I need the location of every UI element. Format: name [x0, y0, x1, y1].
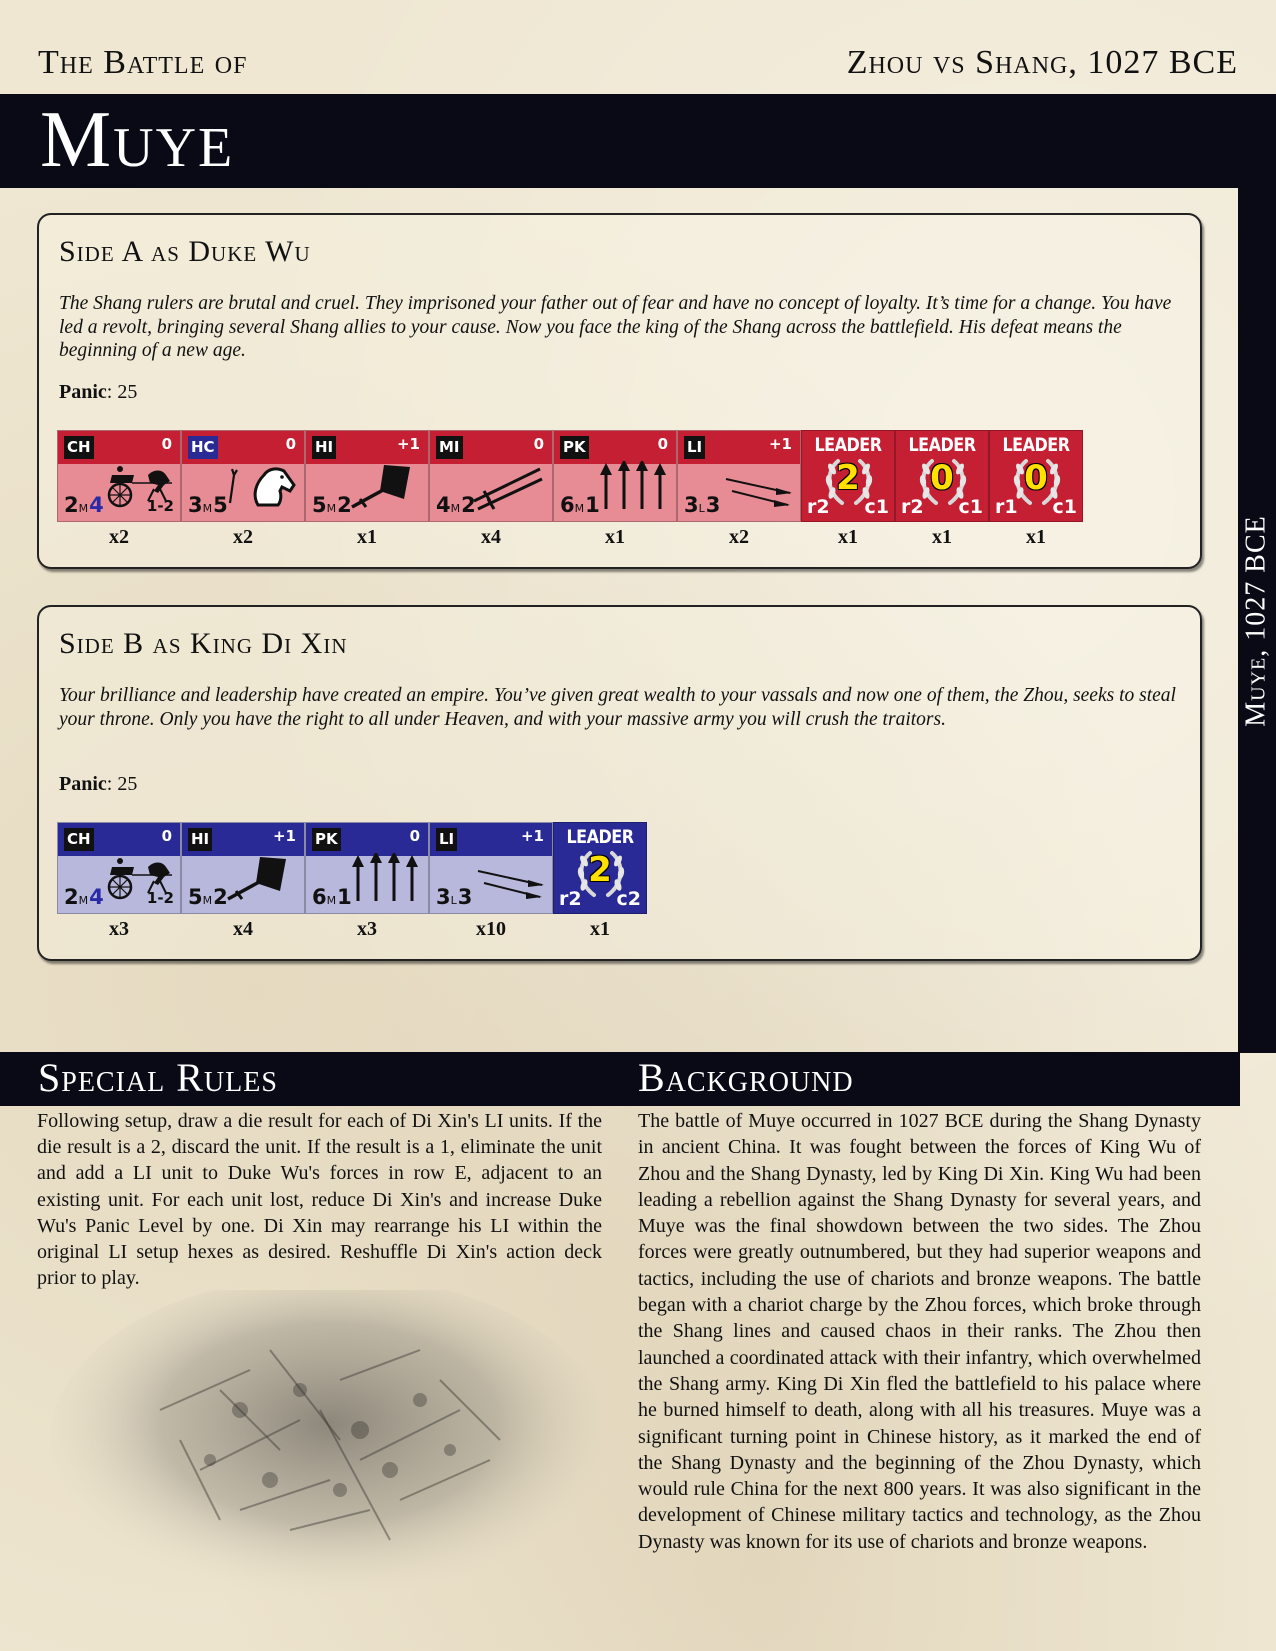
unit-card	[57, 430, 181, 522]
unit-counter-ch	[57, 822, 181, 941]
leader-command: c2	[616, 888, 641, 910]
unit-card	[429, 822, 553, 914]
side-b-box	[37, 605, 1202, 961]
unit-card	[181, 822, 305, 914]
unit-type: CH	[64, 436, 94, 459]
unit-stats	[312, 885, 351, 909]
unit-stat-letter: M	[326, 502, 337, 515]
unit-stats	[684, 493, 719, 517]
side-a-panic	[59, 381, 137, 404]
unit-counter-ch	[57, 430, 181, 549]
leader-range: r2	[807, 496, 830, 518]
side-b-panic-label: Panic	[59, 773, 107, 795]
unit-range: 1-2	[146, 497, 174, 515]
unit-quantity: x2	[233, 526, 253, 548]
unit-quantity: x3	[357, 918, 377, 940]
unit-modifier: 0	[533, 435, 544, 453]
side-a-panic-label: Panic	[59, 381, 107, 403]
unit-stat-letter: L	[698, 502, 705, 515]
leader-title: LEADER	[814, 433, 882, 456]
unit-modifier: +1	[768, 435, 792, 453]
background-heading: Background	[638, 1055, 854, 1100]
leader-range: r2	[901, 496, 924, 518]
unit-quantity: x10	[476, 918, 506, 940]
unit-stat-1: 2	[64, 493, 78, 517]
unit-stat-1: 6	[560, 493, 574, 517]
unit-stats	[188, 493, 227, 517]
leader-quantity: x1	[838, 526, 858, 548]
unit-stat-letter: M	[574, 502, 585, 515]
unit-modifier: 0	[285, 435, 296, 453]
side-band-label	[1238, 188, 1276, 1053]
unit-counter-mi	[429, 430, 553, 549]
unit-stats	[560, 493, 599, 517]
side-b-panic	[59, 773, 137, 796]
unit-quantity: x1	[357, 526, 377, 548]
special-rules-text: Following setup, draw a die result for each of Di Xin's LI units. If the die result is a 2, discard the unit. If the result is a 1, eliminate the unit and add a LI unit to Duke Wu's forces in row E, adjacent to an existing unit. For each unit lost, reduce Di Xin's and increase Duke Wu's Panic Level by one. Di Xin may rearrange his LI within the original LI setup hexes as desired. Reshuffle Di Xin's action deck prior to play.	[37, 1110, 602, 1290]
side-a-intro: The Shang rulers are brutal and cruel. They imprisoned your father out of fear and have no concept of loyalty. It’s time for a change. You have led a revolt, bringing several Shang allies to your cause. Now you face the king of the Shang across the battlefield. His defeat means the beginning of a new age.	[59, 293, 1172, 361]
unit-stats	[436, 493, 475, 517]
unit-stat-letter: M	[326, 894, 337, 907]
unit-type: PK	[312, 828, 341, 851]
leader-counter	[801, 430, 895, 549]
leader-quantity: x1	[590, 918, 610, 940]
unit-counter-li	[677, 430, 801, 549]
unit-counter-hi	[181, 822, 305, 941]
unit-stat-letter: M	[202, 894, 213, 907]
leader-card	[989, 430, 1083, 522]
unit-modifier: +1	[272, 827, 296, 845]
unit-modifier: 0	[161, 435, 172, 453]
unit-stat-letter: M	[450, 502, 461, 515]
unit-stat-1: 5	[188, 885, 202, 909]
leader-counter	[989, 430, 1083, 549]
unit-card	[57, 822, 181, 914]
unit-stat-1: 3	[436, 885, 450, 909]
side-b-intro: Your brilliance and leadership have created an empire. You’ve given great wealth to your vassals and now one of them, the Zhou, seeks to steal your throne. Only you have the right to all under Heaven, and with your massive army you will crush the traitors.	[59, 685, 1176, 730]
unit-counter-li	[429, 822, 553, 941]
unit-counter-pk	[305, 822, 429, 941]
unit-stat-letter: L	[450, 894, 457, 907]
leader-card	[801, 430, 895, 522]
unit-counter-hc	[181, 430, 305, 549]
side-a-heading: Side A as Duke Wu	[59, 235, 311, 268]
unit-type: MI	[436, 436, 463, 459]
side-a-units	[57, 430, 1083, 549]
unit-stat-1: 2	[64, 885, 78, 909]
leader-value: 0	[930, 458, 954, 498]
unit-modifier: +1	[396, 435, 420, 453]
unit-card	[305, 822, 429, 914]
unit-modifier: 0	[161, 827, 172, 845]
unit-modifier: 0	[657, 435, 668, 453]
unit-stats	[312, 493, 351, 517]
unit-type: PK	[560, 436, 589, 459]
battle-illustration	[40, 1290, 600, 1620]
leader-value: 2	[836, 458, 860, 498]
unit-stat-letter: M	[202, 502, 213, 515]
page-title: Muye	[40, 96, 235, 184]
unit-quantity: x2	[109, 526, 129, 548]
unit-quantity: x3	[109, 918, 129, 940]
unit-stat-2: 2	[461, 493, 475, 517]
unit-stat-letter: M	[78, 894, 89, 907]
side-a-panic-value: : 25	[106, 381, 138, 403]
unit-quantity: x1	[605, 526, 625, 548]
unit-stat-1: 6	[312, 885, 326, 909]
unit-stats	[64, 493, 103, 517]
unit-type: HI	[312, 436, 336, 459]
unit-stat-2: 2	[213, 885, 227, 909]
leader-command: c1	[864, 496, 889, 518]
unit-stat-2: 4	[89, 493, 103, 517]
unit-stats	[436, 885, 471, 909]
unit-stats	[64, 885, 103, 909]
side-b-panic-value: : 25	[106, 773, 138, 795]
leader-card	[553, 822, 647, 914]
unit-card	[305, 430, 429, 522]
leader-title: LEADER	[1002, 433, 1070, 456]
leader-title: LEADER	[908, 433, 976, 456]
special-rules-heading: Special Rules	[38, 1055, 278, 1100]
leader-value: 2	[588, 850, 612, 890]
pre-title: The Battle of	[38, 44, 248, 81]
unit-card	[553, 430, 677, 522]
unit-type: HI	[188, 828, 212, 851]
unit-stat-2: 2	[337, 493, 351, 517]
side-b-heading: Side B as King Di Xin	[59, 627, 348, 660]
background-text: The battle of Muye occurred in 1027 BCE during the Shang Dynasty in ancient China. It was fought between the forces of King Wu of Zhou and the Shang Dynasty, led by King Di Xin. King Wu had been leading a rebellion against the Shang Dynasty for several years, and Muye was the final showdown between the two sides. The Zhou forces were greatly outnumbered, but they had superior weapons and tactics, including the use of chariots and bronze weapons. The battle began with a chariot charge by the Zhou forces, which broke through the Shang lines and caused chaos in their ranks. The Zhou then launched a coordinated attack with their infantry, which overwhelmed the Shang army. King Di Xin fled the battlefield to his palace where he burned himself to death, along with all his treasures. Muye was a significant turning point in Chinese history, as it marked the end of the Shang Dynasty and the beginning of the Zhou Dynasty, which would rule China for the next 800 years. It was also significant in the development of Chinese military tactics and technology, as the Zhou Dynasty was known for its use of chariots and bronze weapons.	[638, 1110, 1201, 1553]
leader-command: c1	[1052, 496, 1077, 518]
unit-quantity: x4	[233, 918, 253, 940]
unit-stat-2: 5	[213, 493, 227, 517]
unit-stat-letter: M	[78, 502, 89, 515]
leader-value: 0	[1024, 458, 1048, 498]
unit-quantity: x2	[729, 526, 749, 548]
scenario-subtitle: Zhou vs Shang, 1027 BCE	[846, 44, 1238, 81]
side-a-box	[37, 213, 1202, 569]
unit-type: LI	[684, 436, 705, 459]
unit-stat-1: 5	[312, 493, 326, 517]
leader-card	[895, 430, 989, 522]
leader-command: c1	[958, 496, 983, 518]
unit-type: CH	[64, 828, 94, 851]
unit-stat-2: 3	[457, 885, 472, 909]
unit-type: LI	[436, 828, 457, 851]
unit-stat-2: 1	[337, 885, 351, 909]
unit-stat-1: 3	[188, 493, 202, 517]
unit-stat-1: 3	[684, 493, 698, 517]
unit-stat-2: 1	[585, 493, 599, 517]
leader-range: r1	[995, 496, 1018, 518]
leader-counter	[553, 822, 647, 941]
leader-quantity: x1	[932, 526, 952, 548]
unit-stats	[188, 885, 227, 909]
side-b-units	[57, 822, 647, 941]
unit-stat-2: 3	[705, 493, 720, 517]
unit-counter-hi	[305, 430, 429, 549]
unit-card	[677, 430, 801, 522]
unit-counter-pk	[553, 430, 677, 549]
unit-card	[429, 430, 553, 522]
unit-modifier: +1	[520, 827, 544, 845]
unit-quantity: x4	[481, 526, 501, 548]
leader-title: LEADER	[566, 825, 634, 848]
unit-range: 1-2	[146, 889, 174, 907]
unit-stat-1: 4	[436, 493, 450, 517]
unit-modifier: 0	[409, 827, 420, 845]
side-band-text: Muye, 1027 BCE	[1241, 514, 1272, 727]
unit-stat-2: 4	[89, 885, 103, 909]
leader-quantity: x1	[1026, 526, 1046, 548]
unit-card	[181, 430, 305, 522]
unit-type: HC	[188, 436, 218, 459]
leader-counter	[895, 430, 989, 549]
leader-range: r2	[559, 888, 582, 910]
